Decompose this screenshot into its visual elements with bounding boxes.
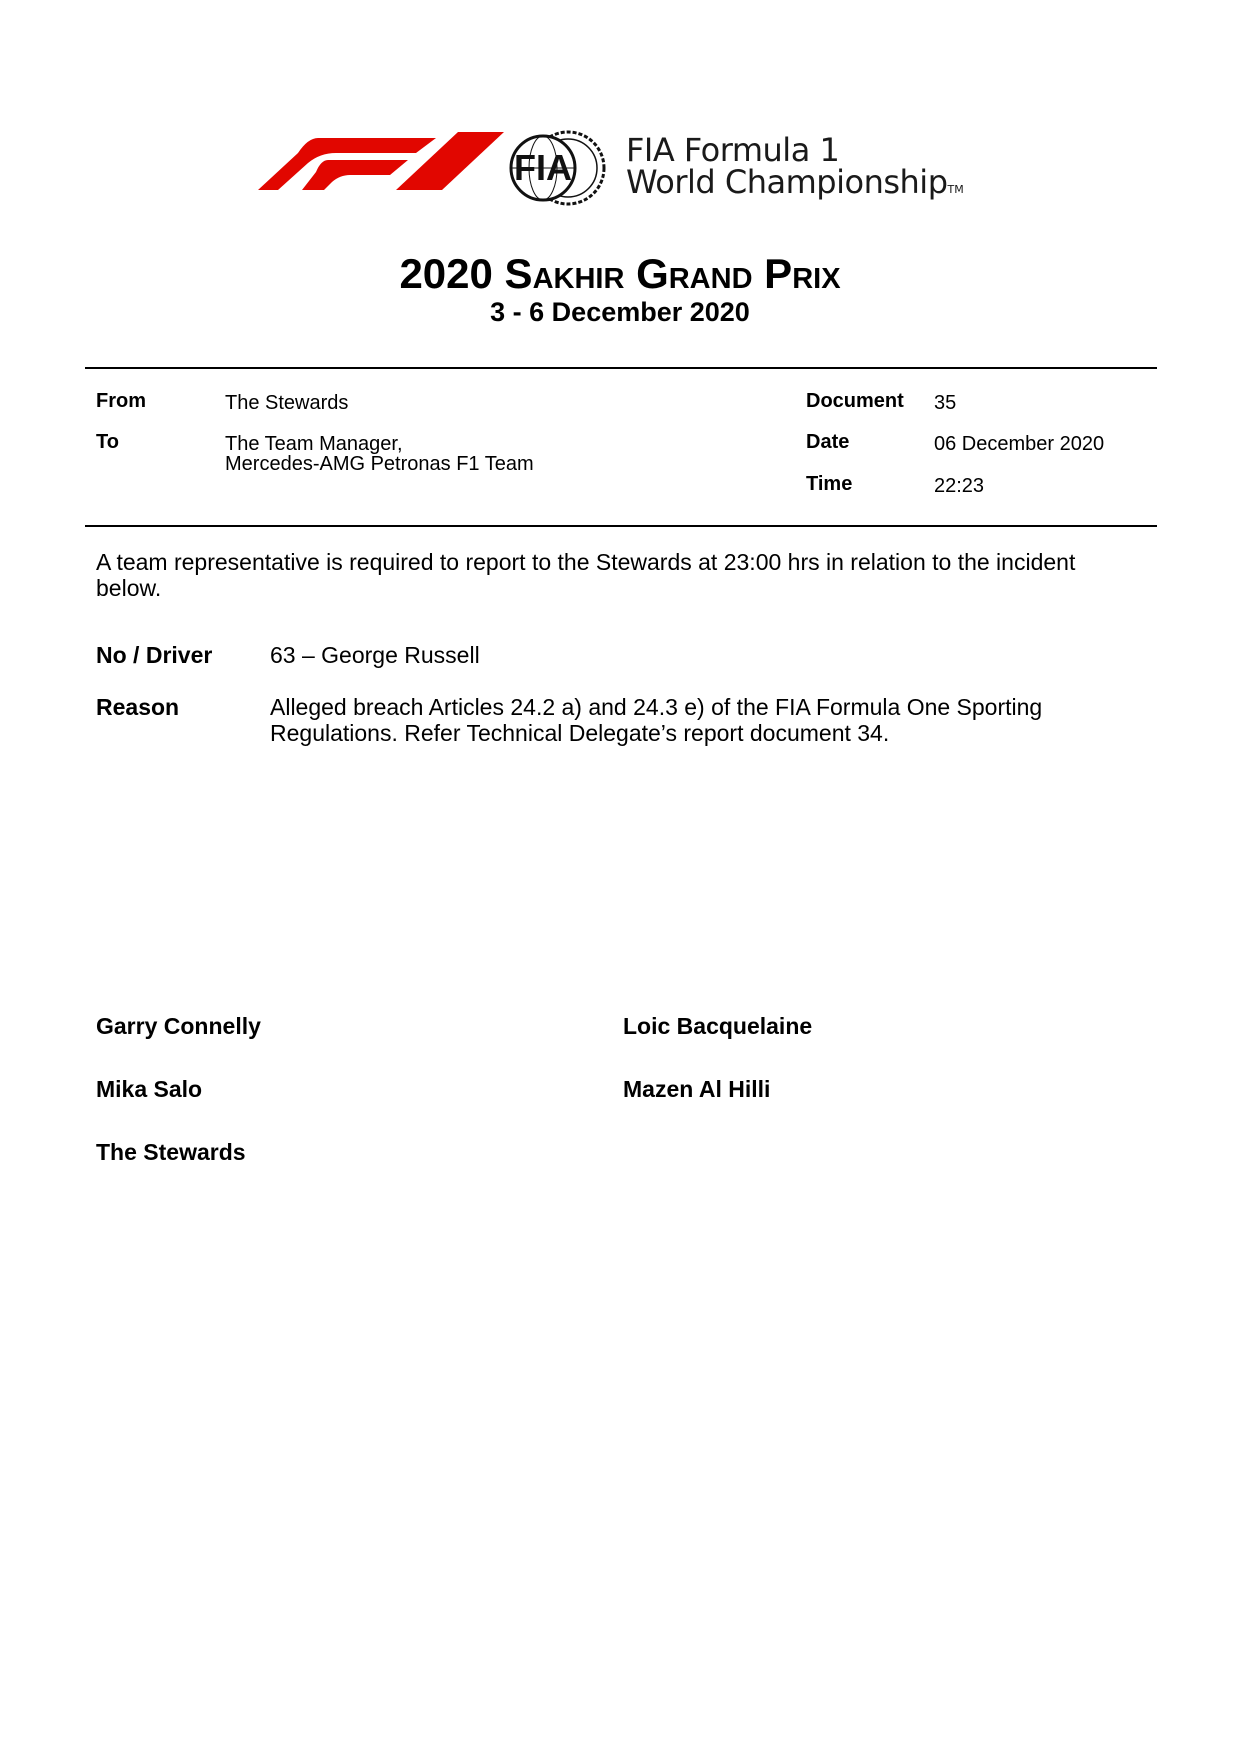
logo-line1: FIA Formula 1: [626, 131, 840, 169]
fia-f1-logo: [258, 128, 1008, 218]
steward-name: Loic Bacquelaine: [623, 1013, 813, 1039]
trademark-mark: TM: [947, 183, 964, 196]
steward-name: Mazen Al Hilli: [623, 1076, 771, 1102]
event-dates: 3 - 6 December 2020: [490, 297, 750, 327]
header-top-rule: [85, 367, 1157, 369]
driver-value: 63 – George Russell: [270, 642, 480, 668]
svg-text:FIA: FIA: [514, 147, 572, 188]
to-label: To: [96, 431, 119, 453]
from-value: The Stewards: [225, 392, 349, 414]
logo-line2: World ChampionshipTM: [626, 163, 964, 201]
stewards-signoff: The Stewards: [96, 1139, 246, 1165]
steward-name: Garry Connelly: [96, 1013, 261, 1039]
date-label: Date: [806, 431, 850, 453]
time-value: 22:23: [934, 475, 985, 497]
time-label: Time: [806, 473, 853, 495]
driver-label: No / Driver: [96, 642, 213, 668]
reason-value: Alleged breach Articles 24.2 a) and 24.3 e) of the FIA Formula One Sporting Regulations. Refer Technical Delegate’s report document 34.: [270, 694, 1043, 746]
steward-name: Mika Salo: [96, 1076, 203, 1102]
from-label: From: [96, 390, 146, 412]
to-team: Mercedes-AMG Petronas F1 Team: [225, 453, 534, 475]
document-number: 35: [934, 392, 957, 414]
header-bottom-rule: [85, 525, 1157, 527]
document-label: Document: [806, 390, 904, 412]
to-recipient: The Team Manager,: [225, 433, 403, 455]
f1-logo-icon: [258, 128, 618, 218]
event-title: 2020 Sakhir Grand Prix: [399, 250, 841, 297]
reason-label: Reason: [96, 694, 180, 720]
fia-badge-icon: [511, 132, 604, 204]
date-value: 06 December 2020: [934, 433, 1105, 455]
summons-intro: A team representative is required to report to the Stewards at 23:00 hrs in relation to the incident below.: [96, 549, 1076, 601]
logo-wordmark: [626, 131, 964, 206]
